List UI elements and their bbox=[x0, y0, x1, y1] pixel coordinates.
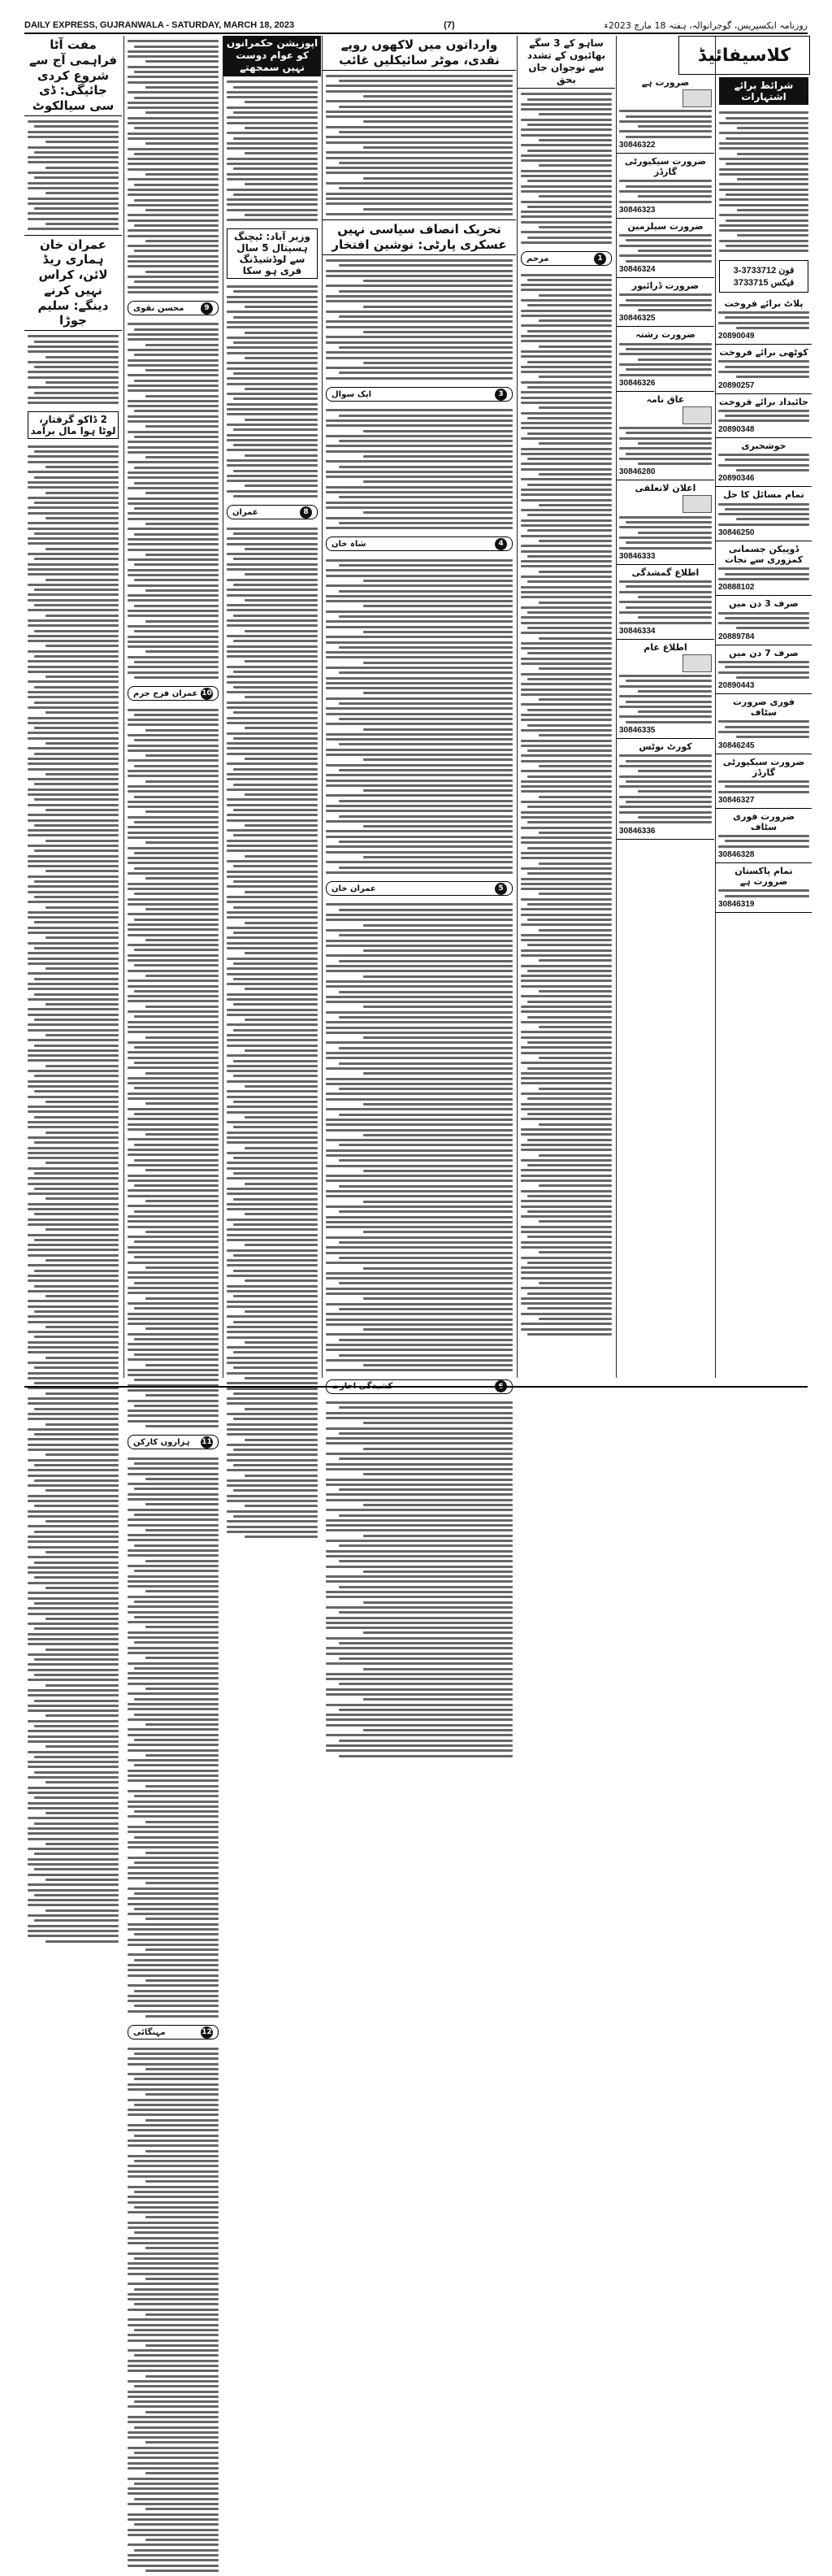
classified-ad: تمام پاکستان ضرورت ہے 30846319 bbox=[716, 863, 812, 913]
headline: وارداتوں میں لاکھوں روپے نقدی، موٹر سائیکلیں غائب bbox=[323, 36, 516, 71]
classified-ad: خوشخبری 20890346 bbox=[716, 438, 812, 487]
classified-ad: ضرورت ڈرائیور 30846325 bbox=[617, 278, 714, 327]
classified-ad: کورٹ نوٹس 30846336 bbox=[617, 739, 714, 839]
classified-ad: ضرورت فوری سٹاف 30846328 bbox=[716, 809, 812, 863]
news-column-5 bbox=[517, 36, 615, 1378]
headline: اپوزیشن حکمرانوں کو عوام دوست نہیں سمجھتے bbox=[223, 36, 321, 76]
classified-ad: ضرورت سیلزمین 30846324 bbox=[617, 219, 714, 278]
boxed-headline: 2 ڈاکو گرفتار، لوٹا ہوا مال برآمد bbox=[28, 411, 119, 439]
headline: مفت آٹا فراہمی آج سے شروع کردی جائیگی: ڈی سی سیالکوٹ bbox=[24, 36, 122, 116]
classified-logo: کلاسیفائیڈ bbox=[678, 36, 810, 75]
ad-image bbox=[682, 406, 712, 424]
page-footer-rule bbox=[24, 1386, 808, 1388]
classified-ad: ضرورت سیکیورٹی گارڈز 30846323 bbox=[617, 154, 714, 219]
news-column-3 bbox=[223, 36, 321, 1378]
column-label: 3 ایک سوال bbox=[326, 387, 513, 402]
classified-ad: ڈوپیکن جسمانی کمزوری سے نجات 20888102 bbox=[716, 541, 812, 596]
news-column-2 bbox=[124, 36, 222, 2037]
classified-rates-title: شرائط برائے اشتہارات bbox=[719, 77, 808, 105]
classified-contact-box: فون 3733712-3 فیکس 3733715 bbox=[719, 260, 808, 293]
classified-ad: عاق نامہ 30846280 bbox=[617, 392, 714, 481]
column-label: 4 شاہ خان bbox=[326, 536, 513, 551]
classified-fax: 3733715 bbox=[733, 277, 769, 288]
headline: ساہو کے 3 سگے بھائیوں کے تشدد سے نوجوان جاں بحق bbox=[518, 36, 615, 89]
classified-ad: صرف 7 دن میں 20890443 bbox=[716, 645, 812, 694]
classified-right-column bbox=[715, 36, 812, 1378]
classified-ad: فوری ضرورت سٹاف 30846245 bbox=[716, 694, 812, 754]
subheadline: تحریک انصاف سیاسی نہیں عسکری پارٹی: نوشین افتخار bbox=[323, 219, 516, 255]
classified-ad: تمام مسائل کا حل 30846250 bbox=[716, 487, 812, 541]
classified-ad: اطلاع گمشدگی 30846334 bbox=[617, 565, 714, 640]
news-column-4 bbox=[322, 36, 516, 1392]
classified-ad: ضرورت ہے 30846322 bbox=[617, 75, 714, 154]
classified-ad: اعلان لاتعلقی 30846333 bbox=[617, 480, 714, 564]
column-label: 6 کشیدگی اجازت bbox=[326, 1379, 513, 1394]
classified-ad: ضرورت رشتہ 30846326 bbox=[617, 327, 714, 391]
column-label: 9 محسن نقوی bbox=[128, 301, 219, 315]
classified-ad: ضرورت سیکیورٹی گارڈز 30846327 bbox=[716, 754, 812, 809]
column-label: 8 عمران bbox=[227, 505, 318, 519]
column-label: 12 مہنگائی bbox=[128, 2025, 219, 2040]
classified-phone: 3733712-3 bbox=[733, 265, 777, 276]
page-number: (7) bbox=[444, 20, 455, 30]
column-label: 10 عمران فرح جرم bbox=[128, 686, 219, 701]
classified-ad: کوٹھی برائے فروخت 20890257 bbox=[716, 345, 812, 393]
masthead-english: DAILY EXPRESS, GUJRANWALA - SATURDAY, MARCH 18, 2023 bbox=[24, 20, 295, 30]
masthead bbox=[24, 18, 808, 34]
subheadline: عمران خان ہماری ریڈ لائن، کراس نہیں کرنے دینگے: سلیم جوڑا bbox=[24, 235, 122, 332]
column-label: 11 ہزاروں کارکن bbox=[128, 1435, 219, 1449]
news-column-1 bbox=[24, 36, 122, 1378]
classified-ad: پلاٹ برائے فروخت 20890049 bbox=[716, 296, 812, 345]
ad-image bbox=[682, 654, 712, 672]
classified-inner-column bbox=[616, 36, 714, 1378]
ad-image bbox=[682, 89, 712, 107]
column-label: 5 عمران خان bbox=[326, 881, 513, 896]
classified-ad: صرف 3 دن میں 20889784 bbox=[716, 596, 812, 645]
masthead-urdu: روزنامہ ایکسپریس، گوجرانوالہ، ہفتہ 18 مارچ 2023ء bbox=[604, 20, 808, 31]
classified-ad: اطلاع عام 30846335 bbox=[617, 640, 714, 739]
subheadline: وزیر آباد: ٹیچنگ ہسپتال 5 سال سے لوڈشیڈنگ فری ہو سکا bbox=[227, 228, 318, 279]
ad-image bbox=[682, 495, 712, 513]
column-label: 1 مرحم bbox=[521, 251, 612, 266]
classified-ad: جائیداد برائے فروخت 20890348 bbox=[716, 394, 812, 438]
